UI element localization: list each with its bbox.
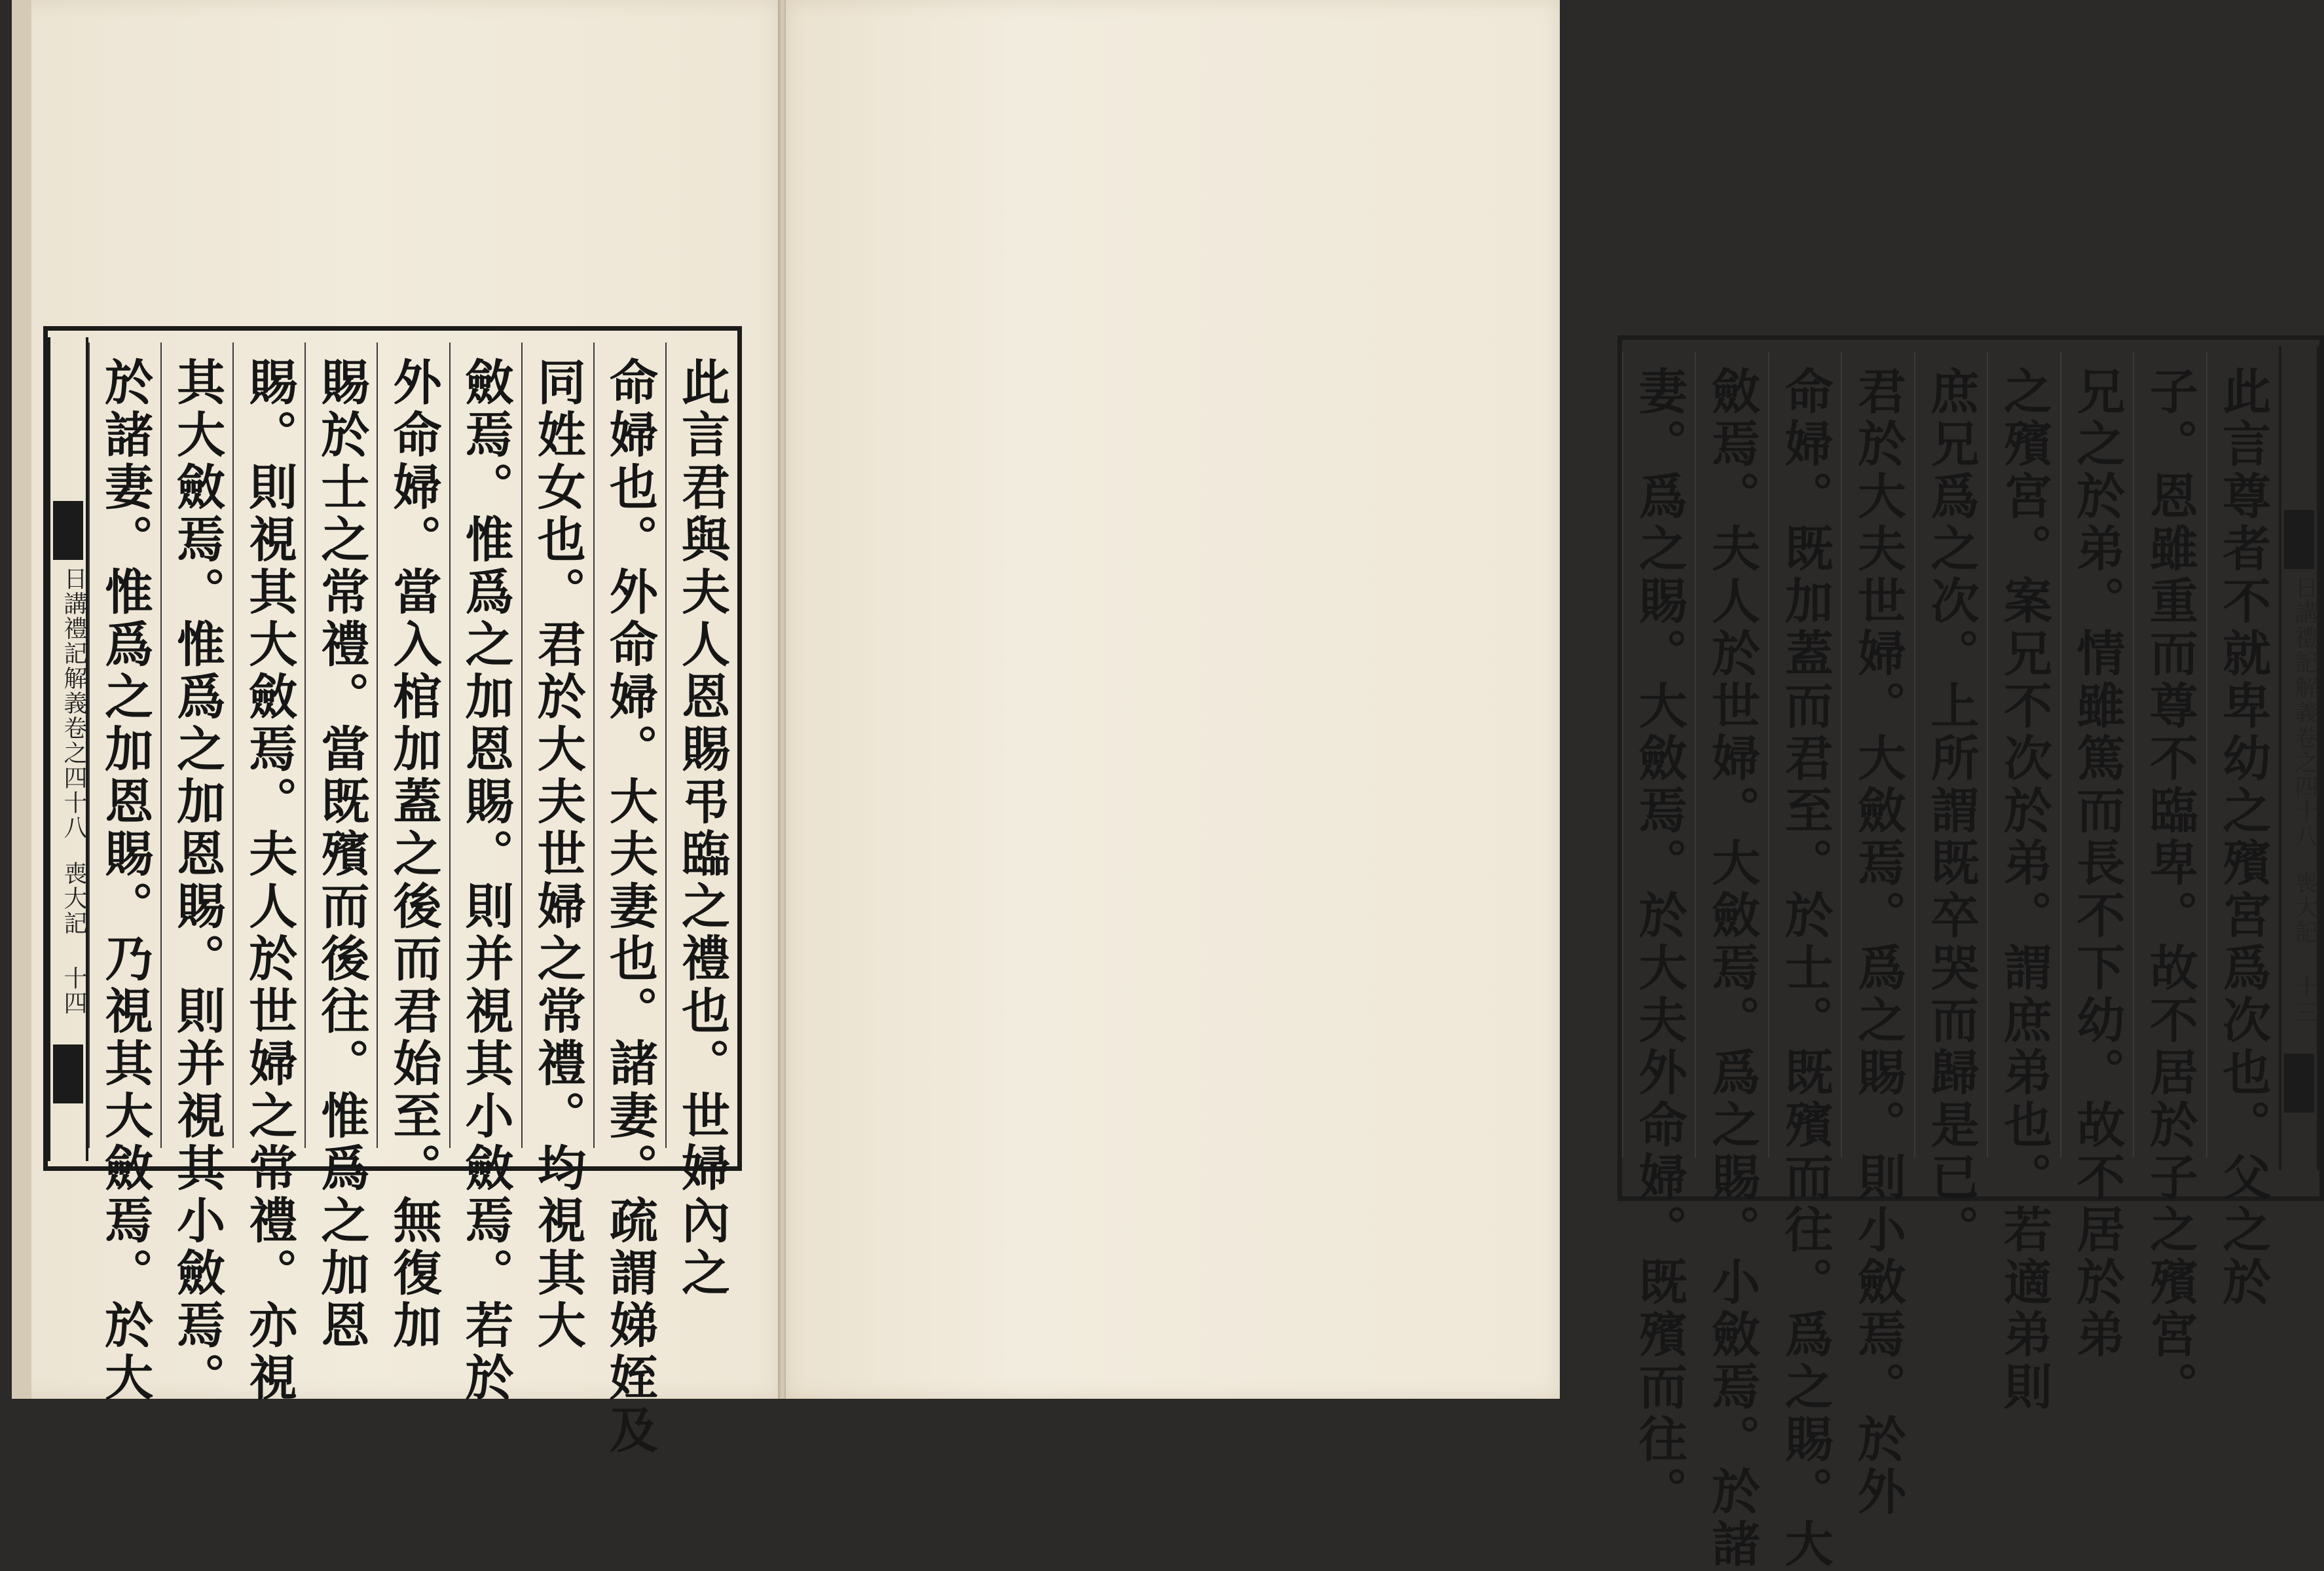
column-text: 此言君與夫人恩賜弔臨之禮也。世婦內之	[673, 357, 730, 1300]
column-text: 於諸妻。惟爲之加恩賜。乃視其大斂焉。於大	[97, 357, 154, 1405]
column-text: 之殯宮。案兄不次於弟。謂庶弟也。若適弟則	[1995, 366, 2052, 1414]
left-page-number: 十四	[60, 966, 87, 1016]
column-text: 兄之於弟。情雖篤而長不下幼。故不居於弟	[2069, 366, 2126, 1361]
left-text-frame	[43, 326, 742, 1457]
column-text: 君於大夫世婦。大斂焉。爲之賜。則小斂焉。於外	[1850, 366, 1907, 1519]
left-page-edge	[12, 0, 31, 1399]
text-column	[1841, 352, 1913, 1519]
text-column	[2206, 352, 2279, 1309]
text-column	[2133, 352, 2205, 1414]
left-page	[12, 0, 779, 1457]
text-column	[232, 342, 304, 1405]
text-column	[449, 342, 521, 1405]
right-chapter-title: 喪大記	[2291, 870, 2318, 945]
text-column	[304, 342, 377, 1352]
text-column	[1914, 352, 1987, 1257]
fish-tail-mark	[2284, 510, 2314, 569]
column-text: 此言尊者不就卑幼之殯宮爲次也。父之於	[2215, 366, 2272, 1309]
text-column	[1695, 352, 1767, 1571]
right-text-frame	[1617, 335, 2324, 1571]
fish-tail-mark	[53, 1044, 83, 1103]
text-column	[1622, 352, 1695, 1519]
column-text: 斂焉。夫人於世婦。大斂焉。爲之賜。小斂焉。於諸	[1704, 366, 1761, 1571]
text-column	[521, 342, 593, 1352]
fish-tail-mark	[53, 501, 83, 560]
column-text: 斂焉。惟爲之加恩賜。則并視其小斂焉。若於	[457, 357, 514, 1405]
left-centerfold	[48, 337, 88, 1161]
text-column	[665, 342, 737, 1300]
right-book-title: 日講禮記解義卷之四十八	[2291, 576, 2318, 849]
text-column	[377, 342, 449, 1352]
text-column	[2060, 352, 2133, 1361]
column-text: 子。恩雖重而尊不臨卑。故不居於子之殯宮。	[2141, 366, 2198, 1414]
left-book-title: 日講禮記解義卷之四十八	[60, 566, 87, 840]
column-text: 同姓女也。君於大夫世婦之常禮。均視其大	[529, 357, 586, 1352]
text-column	[160, 342, 232, 1405]
column-text: 其大斂焉。惟爲之加恩賜。則并視其小斂焉。	[169, 357, 226, 1405]
column-text: 賜。則視其大斂焉。夫人於世婦之常禮。亦視	[241, 357, 298, 1405]
text-column	[1987, 352, 2059, 1414]
right-page	[786, 0, 2318, 1571]
left-chapter-title: 喪大記	[60, 861, 87, 936]
text-column	[88, 342, 160, 1405]
fish-tail-mark	[2284, 1054, 2314, 1113]
right-centerfold	[2279, 346, 2319, 1170]
right-page-number: 十三	[2291, 975, 2318, 1025]
text-column	[1768, 352, 1841, 1571]
column-text: 外命婦。當入棺加蓋之後而君始至。無復加	[385, 357, 442, 1352]
column-text: 賜於士之常禮。當既殯而後往。惟爲之加恩	[313, 357, 370, 1352]
column-text: 庶兄爲之次。上所謂既卒哭而歸是已。	[1923, 366, 1980, 1257]
text-column	[593, 342, 665, 1457]
column-text: 妻。爲之賜。大斂焉。於大夫外命婦。既殯而往。	[1631, 366, 1688, 1519]
column-text: 命婦。既加蓋而君至。於士。既殯而往。爲之賜。大	[1777, 366, 1834, 1571]
column-text: 命婦也。外命婦。大夫妻也。諸妻。疏謂娣姪及	[601, 357, 658, 1457]
